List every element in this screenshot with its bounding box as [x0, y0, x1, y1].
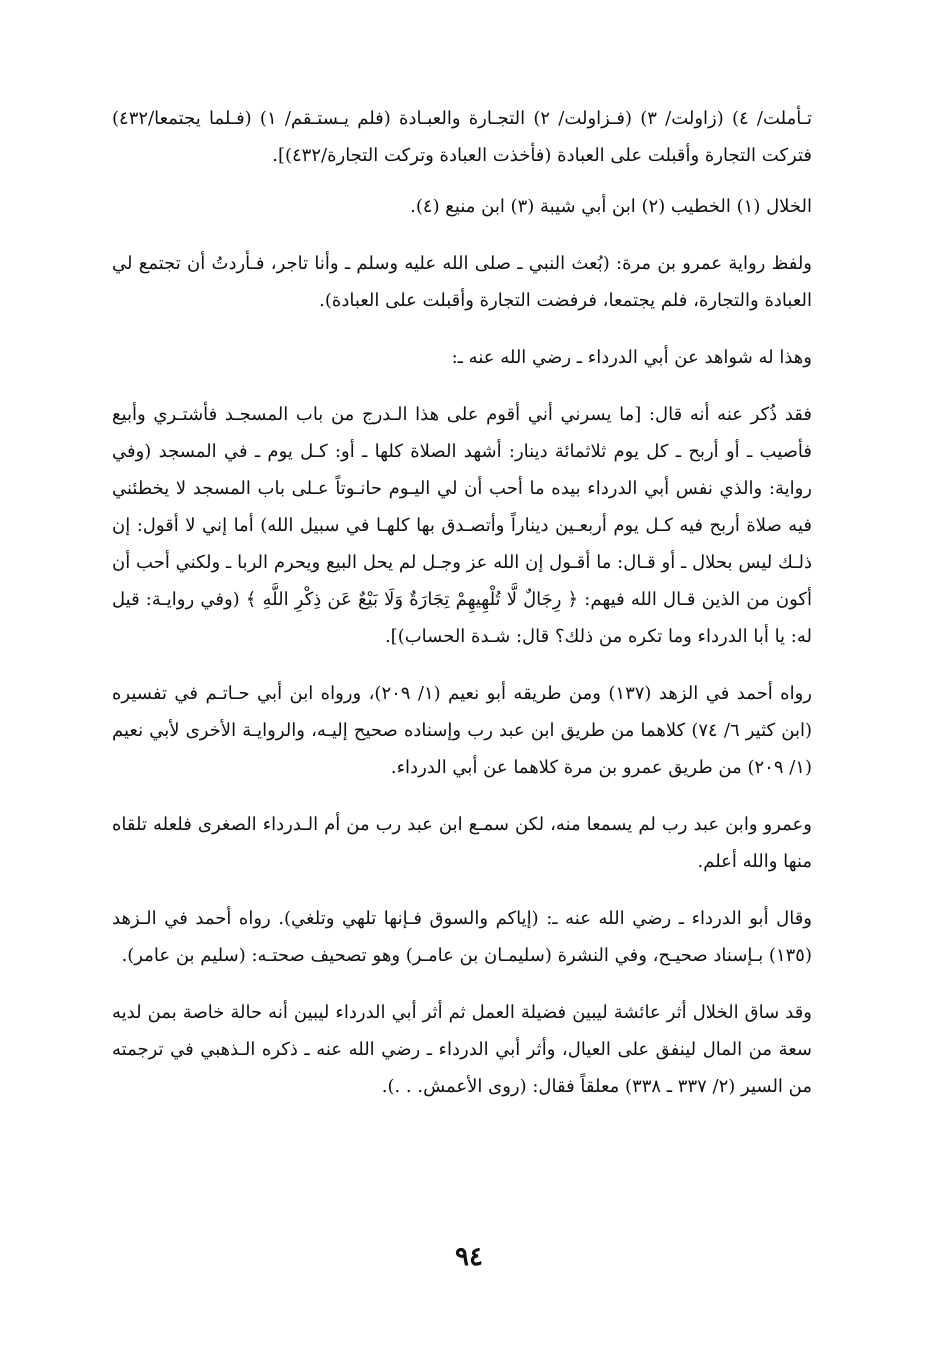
takhrij-paragraph: رواه أحمد في الزهد (١٣٧) ومن طريقه أبو نعيم (١/ ٢٠٩)، ورواه ابن أبي حـاتـم في تفسيره (ابن كثير ٦/ ٧٤) كلاهما من طريق ابن عبد رب وإسناده صحيح إليـه، والروايـة الأخرى لأبي نعيم (١/ ٢٠٩) من طريق عمرو بن مرة كلاهما عن أبي الدرداء.: [112, 683, 812, 778]
footnote-variants-paragraph: تـأملت/ ٤) (زاولت/ ٣) (فـزاولت/ ٢) التجـارة والعبـادة (فلم يـستـقم/ ١) (فـلما يجتمعا/٤٣٢) فتركت التجارة وأقبلت على العبادة (فأخذت العبادة وتركت التجارة/٤٣٢)].: [112, 108, 812, 166]
abu-darda-quote: فقد ذُكر عنه أنه قال: [ما يسرني أني أقوم على هذا الـدرج من باب المسجـد فأشتـري وأبيع فأصيب ـ أو أربح ـ كل يوم ثلاثمائة دينار: أشهد الصلاة كلها ـ أو: كـل يوم ـ في المسجد (وفي رواية: والذي نفس أبي الدرداء بيده ما أحب أن لي اليـوم حانـوتاً عـلى باب المسجد لا يخطئني فيه صلاة أربح فيه كـل يوم أربعـين ديناراً وأتصـدق بها كلهـا في سبيل الله) أما إني لا أقول: إن ذلـك ليس بحلال ـ أو قـال: ما أقـول إن الله عز وجـل لم يحل البيع ويحرم الربا ـ ولكني أحب أن أكون من الذين قـال الله فيهم: ﴿ رِجَالٌ لَّا تُلْهِيهِمْ تِجَارَةٌ وَلَا بَيْعٌ عَن ذِكْرِ اللَّهِ ﴾ (وفي روايـة: قيل له: يا أبا الدرداء وما تكره من ذلك؟ قال: شـدة الحساب)].: [112, 404, 812, 647]
amr-ibn-murrah-narration: ولفظ رواية عمرو بن مرة: (بُعث النبي ـ صلى الله عليه وسلم ـ وأنا تاجر، فـأردتُ أن تجتمع لي العبادة والتجارة، فلم يجتمعا، فرفضت التجارة وأقبلت على العبادة).: [112, 253, 812, 311]
page-number: ٩٤: [455, 1242, 483, 1272]
body-text: [112, 100, 812, 1125]
market-warning-paragraph: وقال أبو الدرداء ـ رضي الله عنه ـ: (إياكم والسوق فـإنها تلهي وتلغي). رواه أحمد في الـزهد (١٣٥) بـإسناد صحيـح، وفي النشرة (سليمـان بن عامـر) وهو تصحيف صحتـه: (سليم بن عامر).: [112, 908, 812, 966]
chain-note-paragraph: وعمرو وابن عبد رب لم يسمعا منه، لكن سمـع ابن عبد رب من أم الـدرداء الصغرى فلعله تلقاه منها والله أعلم.: [112, 814, 812, 872]
sources-paragraph: الخلال (١) الخطيب (٢) ابن أبي شيبة (٣) ابن منيع (٤).: [410, 196, 812, 217]
khallal-explanation-paragraph: وقد ساق الخلال أثر عائشة ليبين فضيلة العمل ثم أثر أبي الدرداء ليبين أنه حالة خاصة بمن لديه سعة من المال لينفق على العيال، وأثر أبي الدرداء ـ رضي الله عنه ـ ذكره الـذهبي في ترجمته من السير (٢/ ٣٣٧ ـ ٣٣٨) معلقاً فقال: (روى الأعمش. . .).: [112, 1002, 812, 1097]
supporting-evidence-heading: وهذا له شواهد عن أبي الدرداء ـ رضي الله عنه ـ:: [451, 347, 812, 368]
